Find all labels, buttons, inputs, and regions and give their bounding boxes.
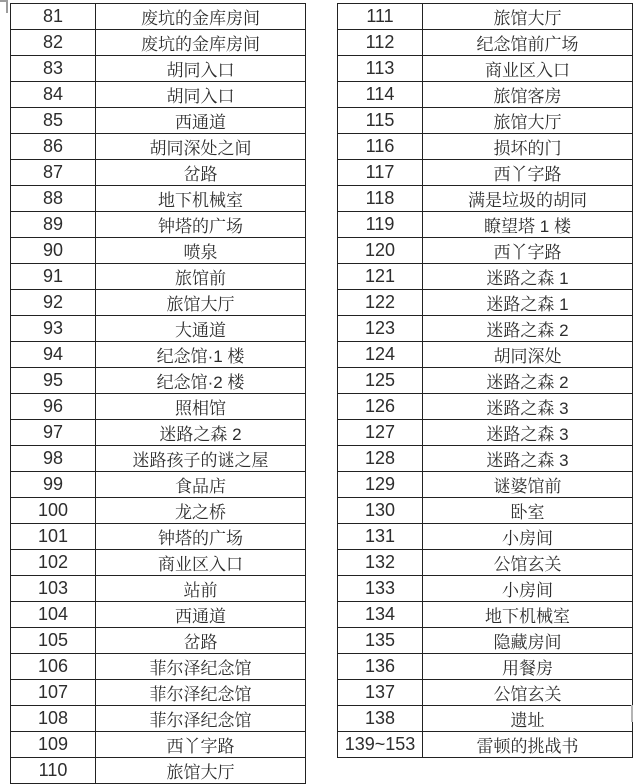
table-row [11,758,306,784]
puzzle-number-cell: 137 [338,680,423,706]
location-name-cell: 迷路之森 1 [423,290,633,316]
puzzle-number-cell: 85 [11,108,96,134]
location-name-cell: 小房间 [423,524,633,550]
puzzle-number-cell: 89 [11,212,96,238]
location-name-cell: 西丫字路 [423,238,633,264]
table-row [338,160,633,186]
bottom-right-border-artifact [631,705,633,722]
right-table-body [338,4,633,758]
table-row [338,550,633,576]
location-name-cell: 纪念馆前广场 [423,30,633,56]
puzzle-number-cell: 109 [11,732,96,758]
location-name-cell: 龙之桥 [96,498,306,524]
table-row [11,680,306,706]
location-name-cell: 胡同深处 [423,342,633,368]
location-name-cell: 迷路之森 3 [423,420,633,446]
table-row [11,576,306,602]
puzzle-number-cell: 129 [338,472,423,498]
table-row [338,264,633,290]
location-name-cell: 用餐房 [423,654,633,680]
location-name-cell: 迷路孩子的谜之屋 [96,446,306,472]
table-row [338,706,633,732]
location-name-cell: 胡同深处之间 [96,134,306,160]
location-name-cell: 喷泉 [96,238,306,264]
table-row [11,498,306,524]
location-name-cell: 岔路 [96,160,306,186]
puzzle-number-cell: 123 [338,316,423,342]
location-name-cell: 卧室 [423,498,633,524]
location-name-cell: 纪念馆·1 楼 [96,342,306,368]
puzzle-number-cell: 88 [11,186,96,212]
table-row [338,394,633,420]
table-row [338,238,633,264]
puzzle-number-cell: 99 [11,472,96,498]
puzzle-number-cell: 131 [338,524,423,550]
location-name-cell: 公馆玄关 [423,550,633,576]
table-row [338,576,633,602]
location-name-cell: 纪念馆·2 楼 [96,368,306,394]
location-name-cell: 西丫字路 [423,160,633,186]
location-name-cell: 照相馆 [96,394,306,420]
table-row [338,4,633,30]
top-left-border-artifact [0,0,8,13]
puzzle-number-cell: 132 [338,550,423,576]
location-name-cell: 旅馆大厅 [96,758,306,784]
puzzle-number-cell: 130 [338,498,423,524]
location-name-cell: 迷路之森 2 [423,368,633,394]
table-row [338,342,633,368]
table-row [338,56,633,82]
table-row [11,550,306,576]
location-name-cell: 迷路之森 1 [423,264,633,290]
puzzle-number-cell: 114 [338,82,423,108]
puzzle-number-cell: 139~153 [338,732,423,758]
location-name-cell: 废坑的金库房间 [96,4,306,30]
location-name-cell: 商业区入口 [423,56,633,82]
table-row [338,186,633,212]
puzzle-number-cell: 95 [11,368,96,394]
table-row [11,602,306,628]
table-row [338,30,633,56]
location-name-cell: 钟塔的广场 [96,524,306,550]
puzzle-number-cell: 100 [11,498,96,524]
puzzle-number-cell: 116 [338,134,423,160]
table-row [338,108,633,134]
puzzle-number-cell: 110 [11,758,96,784]
puzzle-number-cell: 127 [338,420,423,446]
puzzle-number-cell: 125 [338,368,423,394]
location-name-cell: 遗址 [423,706,633,732]
table-row [11,238,306,264]
puzzle-number-cell: 115 [338,108,423,134]
table-row [11,186,306,212]
location-name-cell: 西丫字路 [96,732,306,758]
puzzle-location-table-right [337,3,633,758]
table-row [338,654,633,680]
location-name-cell: 旅馆前 [96,264,306,290]
puzzle-number-cell: 112 [338,30,423,56]
location-name-cell: 公馆玄关 [423,680,633,706]
puzzle-number-cell: 101 [11,524,96,550]
table-row [11,446,306,472]
table-row [11,628,306,654]
table-row [11,732,306,758]
table-row [11,108,306,134]
location-name-cell: 瞭望塔 1 楼 [423,212,633,238]
location-name-cell: 菲尔泽纪念馆 [96,654,306,680]
table-row [11,420,306,446]
location-name-cell: 谜婆馆前 [423,472,633,498]
table-row [11,30,306,56]
table-row [338,732,633,758]
puzzle-number-cell: 96 [11,394,96,420]
table-row [11,394,306,420]
puzzle-number-cell: 136 [338,654,423,680]
table-row [11,368,306,394]
table-row [338,82,633,108]
location-name-cell: 钟塔的广场 [96,212,306,238]
puzzle-number-cell: 106 [11,654,96,680]
location-name-cell: 隐藏房间 [423,628,633,654]
location-name-cell: 西通道 [96,108,306,134]
puzzle-number-cell: 117 [338,160,423,186]
table-row [338,628,633,654]
location-name-cell: 废坑的金库房间 [96,30,306,56]
location-name-cell: 地下机械室 [96,186,306,212]
table-row [11,160,306,186]
table-row [11,212,306,238]
table-row [11,4,306,30]
table-row [11,316,306,342]
puzzle-number-cell: 108 [11,706,96,732]
puzzle-number-cell: 135 [338,628,423,654]
location-name-cell: 菲尔泽纪念馆 [96,706,306,732]
puzzle-number-cell: 119 [338,212,423,238]
puzzle-location-table-left [10,3,306,784]
location-name-cell: 站前 [96,576,306,602]
puzzle-number-cell: 122 [338,290,423,316]
location-name-cell: 旅馆大厅 [423,4,633,30]
puzzle-number-cell: 86 [11,134,96,160]
puzzle-number-cell: 82 [11,30,96,56]
location-name-cell: 旅馆大厅 [96,290,306,316]
puzzle-number-cell: 113 [338,56,423,82]
location-name-cell: 迷路之森 2 [96,420,306,446]
puzzle-number-cell: 105 [11,628,96,654]
puzzle-number-cell: 87 [11,160,96,186]
table-row [338,498,633,524]
location-name-cell: 雷顿的挑战书 [423,732,633,758]
puzzle-number-cell: 104 [11,602,96,628]
puzzle-number-cell: 124 [338,342,423,368]
location-name-cell: 地下机械室 [423,602,633,628]
location-name-cell: 大通道 [96,316,306,342]
puzzle-number-cell: 134 [338,602,423,628]
table-row [338,524,633,550]
puzzle-number-cell: 126 [338,394,423,420]
location-name-cell: 菲尔泽纪念馆 [96,680,306,706]
puzzle-number-cell: 103 [11,576,96,602]
puzzle-number-cell: 84 [11,82,96,108]
puzzle-number-cell: 91 [11,264,96,290]
puzzle-number-cell: 128 [338,446,423,472]
puzzle-number-cell: 102 [11,550,96,576]
puzzle-number-cell: 93 [11,316,96,342]
table-row [338,290,633,316]
location-name-cell: 西通道 [96,602,306,628]
location-name-cell: 迷路之森 2 [423,316,633,342]
location-name-cell: 旅馆大厅 [423,108,633,134]
table-row [338,472,633,498]
location-name-cell: 胡同入口 [96,82,306,108]
location-name-cell: 商业区入口 [96,550,306,576]
location-name-cell: 旅馆客房 [423,82,633,108]
table-row [11,82,306,108]
puzzle-number-cell: 97 [11,420,96,446]
table-row [338,602,633,628]
table-row [338,680,633,706]
puzzle-number-cell: 111 [338,4,423,30]
location-name-cell: 损坏的门 [423,134,633,160]
table-row [338,134,633,160]
table-row [338,212,633,238]
table-row [11,706,306,732]
puzzle-number-cell: 90 [11,238,96,264]
table-row [11,56,306,82]
table-row [338,316,633,342]
left-table-body [11,4,306,784]
location-name-cell: 满是垃圾的胡同 [423,186,633,212]
puzzle-number-cell: 121 [338,264,423,290]
puzzle-number-cell: 133 [338,576,423,602]
location-name-cell: 迷路之森 3 [423,394,633,420]
location-name-cell: 胡同入口 [96,56,306,82]
puzzle-number-cell: 92 [11,290,96,316]
puzzle-number-cell: 118 [338,186,423,212]
table-row [11,342,306,368]
table-row [11,134,306,160]
location-name-cell: 小房间 [423,576,633,602]
puzzle-number-cell: 120 [338,238,423,264]
puzzle-number-cell: 83 [11,56,96,82]
location-name-cell: 食品店 [96,472,306,498]
table-row [338,446,633,472]
puzzle-number-cell: 94 [11,342,96,368]
table-row [11,654,306,680]
puzzle-number-cell: 98 [11,446,96,472]
table-row [11,472,306,498]
table-row [338,420,633,446]
table-row [338,368,633,394]
table-row [11,290,306,316]
location-name-cell: 岔路 [96,628,306,654]
location-name-cell: 迷路之森 3 [423,446,633,472]
puzzle-number-cell: 81 [11,4,96,30]
table-row [11,524,306,550]
table-row [11,264,306,290]
puzzle-number-cell: 107 [11,680,96,706]
puzzle-number-cell: 138 [338,706,423,732]
